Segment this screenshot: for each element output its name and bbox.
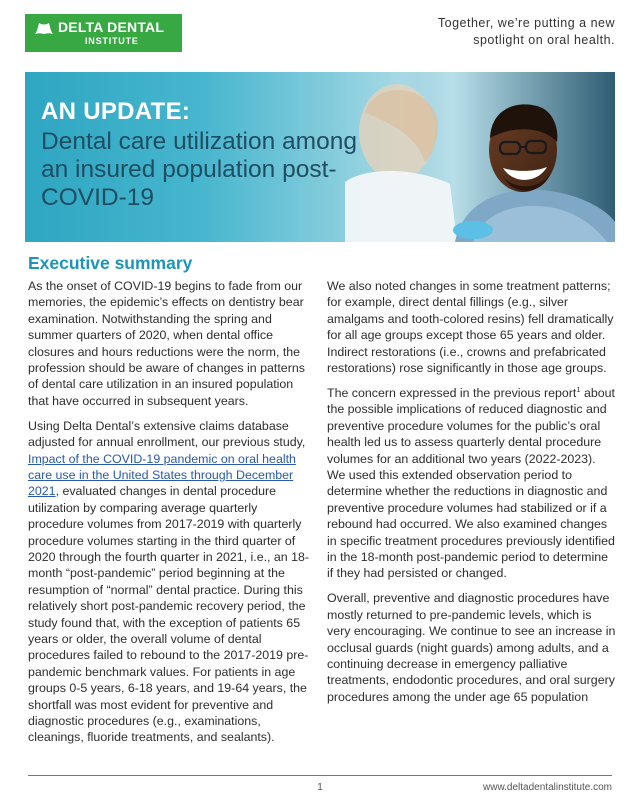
tagline: Together, we’re putting a new spotlight on oral health. xyxy=(437,16,615,47)
paragraph-text: Using Delta Dental’s extensive claims database adjusted for annual enrollment, our previous study, xyxy=(28,418,306,450)
hero-banner xyxy=(25,72,615,242)
paragraph-previous-study xyxy=(28,418,313,746)
website-link[interactable]: www.deltadentalinstitute.com xyxy=(483,782,612,793)
paragraph-treatment-patterns: We also noted changes in some treatment patterns; for example, direct dental fillings (e.g., silver amalgams and tooth-colored resins) fell dramatically for all age groups except those 65 years and older. Indirect restorations (i.e., crowns and prefabricated restorations) rose significantly in those age groups. xyxy=(327,279,614,376)
footnote-ref: 1 xyxy=(576,384,581,394)
paragraph-intro: As the onset of COVID-19 begins to fade from our memories, the epidemic’s effects on dentistry bear examination. Notwithstanding the spring and summer quarters of 2020, when dental office closures and hours reductions were the norm, the profession should be aware of changes in patterns of dental care utilization in an insured population that have occurred in subsequent years. xyxy=(28,279,305,408)
paragraph-extended-study xyxy=(327,385,617,582)
paragraph-text: , evaluated changes in dental procedure utilization by comparing average quarterly procedure volumes from 2017-2019 with quarterly procedure volumes starting in the third quarter of 2020 through the fourth quarter in 2021, i.e., an 18-month “post-pandemic” period beginning at the resumption of “normal” dental practice. During this relatively short post-pandemic recovery period, the study found that, with the exception of patients 65 years or older, the overall volume of dental procedures failed to rebound to the 2017-2019 pre-pandemic benchmark values. For patients in age groups 0-5 years, 6-18 years, and 19-64 years, the shortfall was most evident for preventive and diagnostic procedures (e.g., examinations, cleanings, fluoride treatments, and sealants). xyxy=(28,484,310,745)
hero-kicker: AN UPDATE: xyxy=(41,98,191,125)
left-column xyxy=(28,278,313,754)
page-number: 1 xyxy=(317,782,323,793)
delta-dental-tooth-icon xyxy=(34,22,54,36)
delta-dental-institute-logo xyxy=(25,14,182,52)
section-heading: Executive summary xyxy=(28,253,193,273)
logo-wordmark: DELTA DENTAL xyxy=(58,19,165,35)
paragraph-text: about the possible implications of reduced diagnostic and preventive procedure volumes for the public’s oral health led us to assess quarterly dental procedure volumes for an additional two years (2022-2023). We used this extended observation period to determine whether the reductions in diagnostic and preventive procedure volumes had stabilized or if a rebound had occurred. We also examined changes in specific treatment procedures previously identified in the 18-month post-pandemic period to determine if they had persisted or changed. xyxy=(327,385,615,581)
page-title: Dental care utilization among an insured population post-COVID-19 xyxy=(41,128,357,211)
logo-subtitle: INSTITUTE xyxy=(85,36,139,46)
hero-photo-dental-patient xyxy=(345,72,615,242)
right-column xyxy=(327,278,617,714)
paragraph-findings: Overall, preventive and diagnostic procedures have mostly returned to pre-pandemic levels, which is very encouraging. We continue to see an increase in occlusal guards (night guards) among adults, and a continuing decrease in emergency palliative treatments, endodontic procedures, and oral surgery procedures among the under age 65 population xyxy=(327,591,616,704)
footer-divider xyxy=(28,775,612,776)
paragraph-text: The concern expressed in the previous report xyxy=(327,385,577,400)
previous-study-link[interactable]: Impact of the COVID-19 pandemic on oral health care use in the United States through December 2021 xyxy=(28,451,296,499)
